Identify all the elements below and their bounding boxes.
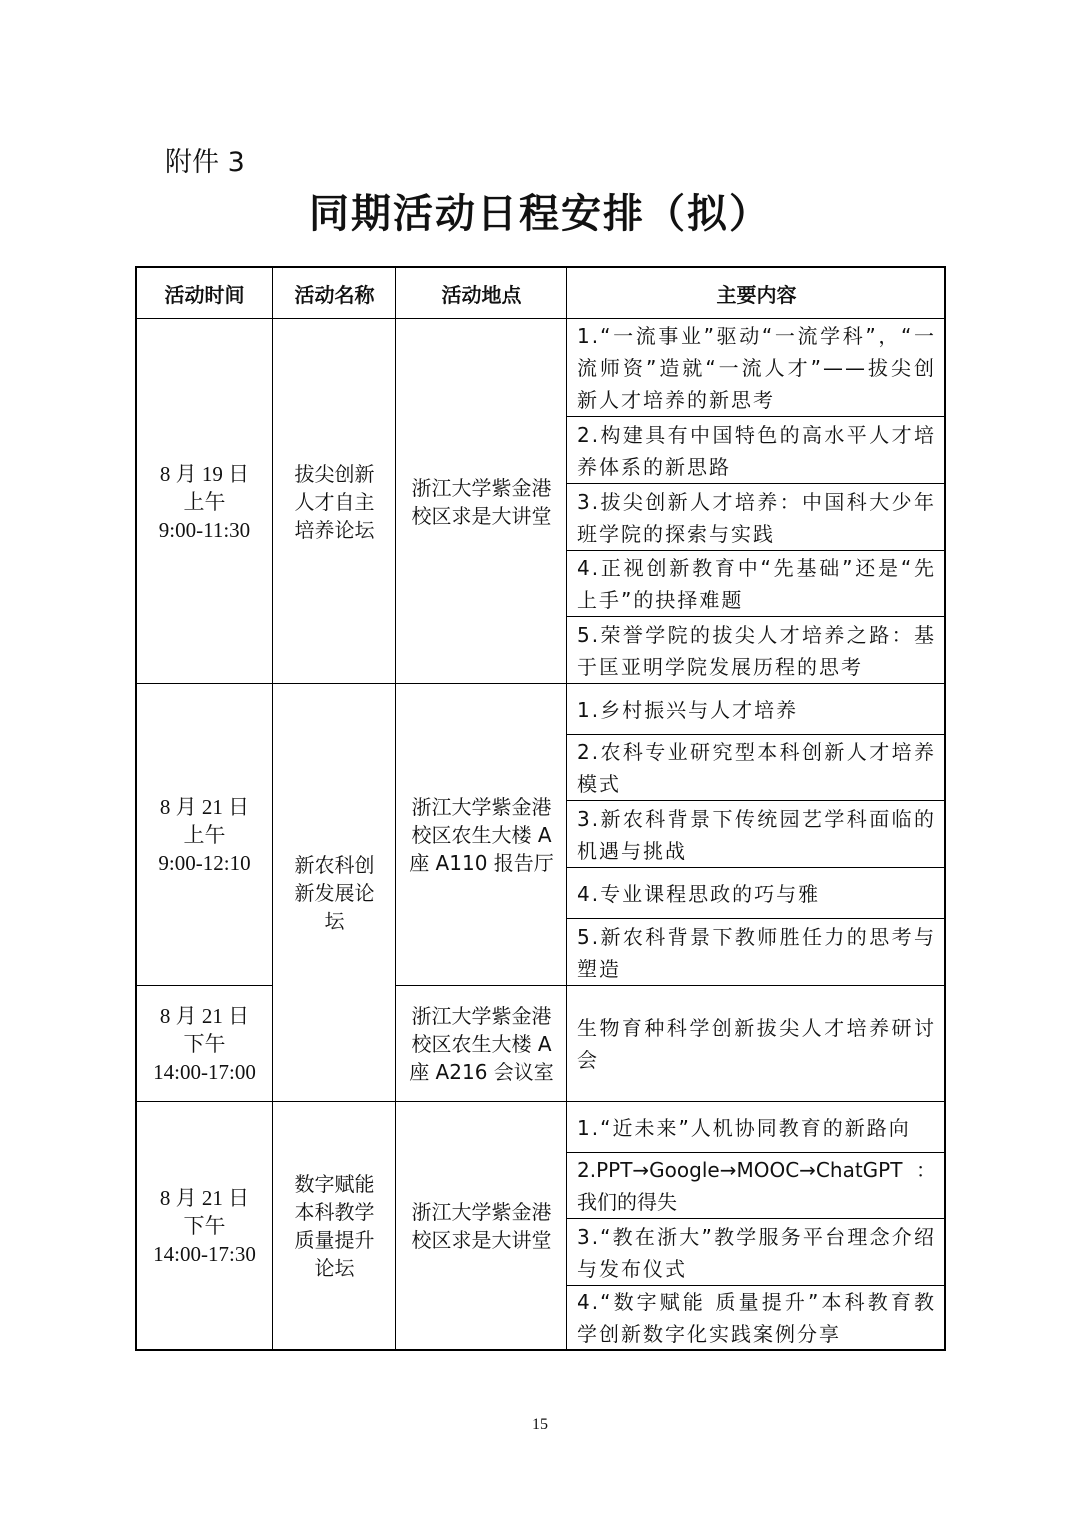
sub-rule-2-4 xyxy=(566,918,946,919)
session-4-name-cell xyxy=(286,1102,383,1350)
sub-rule-4-3 xyxy=(566,1285,946,1286)
session-2-date: 8 月 21 日 xyxy=(159,795,250,819)
header-venue: 活动地点 xyxy=(441,282,522,307)
session-3-time xyxy=(136,986,273,1102)
session-1-item-3: 3.拔尖创新人才培养：中国科大少年班学院的探索与实践 xyxy=(577,489,936,546)
session-4-period: 下午 xyxy=(183,1214,226,1238)
session-3-period: 下午 xyxy=(183,1032,226,1056)
session-3-hours: 14:00-17:00 xyxy=(153,1060,256,1084)
session-1-item-4: 4.正视创新教育中“先基础”还是“先上手”的抉择难题 xyxy=(577,556,936,612)
session-2-name: 新农科创新发展论坛 xyxy=(294,853,375,933)
attachment-label: 附件 3 xyxy=(165,147,245,178)
col-line-2 xyxy=(395,266,396,1351)
session-1-venue: 浙江大学紫金港校区求是大讲堂 xyxy=(411,475,552,528)
session-1-date: 8 月 19 日 xyxy=(159,461,250,486)
sub-rule-1-4 xyxy=(566,616,946,617)
table-border-right xyxy=(944,266,946,1351)
session-1-time xyxy=(136,319,273,684)
session-4-item-2: 2.PPT→Google→MOOC→ChatGPT：我们的得失 xyxy=(577,1158,936,1214)
row-rule-2-rest xyxy=(395,985,946,986)
header-time: 活动时间 xyxy=(164,282,245,307)
row-rule-3 xyxy=(135,1101,946,1102)
session-4-item-3: 3.“教在浙大”教学服务平台理念介绍与发布仪式 xyxy=(577,1224,936,1281)
session-2-item-3: 3.新农科背景下传统园艺学科面临的机遇与挑战 xyxy=(577,806,936,863)
sub-rule-2-3 xyxy=(566,867,946,868)
session-4-venue: 浙江大学紫金港校区求是大讲堂 xyxy=(411,1200,552,1252)
session-4-item-1: 1.“近未来”人机协同教育的新路向 xyxy=(577,1115,911,1140)
session-4-venue-cell xyxy=(410,1102,553,1350)
session-1-hours: 9:00-11:30 xyxy=(158,517,251,542)
page-number: 15 xyxy=(532,1416,548,1433)
sub-rule-4-2 xyxy=(566,1218,946,1219)
sub-rule-4-1 xyxy=(566,1152,946,1153)
session-2-item-5: 5.新农科背景下教师胜任力的思考与塑造 xyxy=(577,924,936,981)
session-2-venue-cell xyxy=(406,684,557,986)
session-2-item-1: 1.乡村振兴与人才培养 xyxy=(577,697,799,722)
session-2-name-cell xyxy=(286,684,383,1102)
table-border-bottom xyxy=(135,1349,946,1351)
sub-rule-2-1 xyxy=(566,734,946,735)
session-2-time xyxy=(136,684,273,986)
header-content: 主要内容 xyxy=(716,282,797,307)
session-2-item-2: 2.农科专业研究型本科创新人才培养模式 xyxy=(577,740,936,796)
session-1-item-1: 1.“一流事业”驱动“一流学科”，“一流师资”造就“一流人才”——拔尖创新人才培养的新思考 xyxy=(577,324,936,412)
session-1-name: 拔尖创新人才自主培养论坛 xyxy=(294,461,375,542)
session-4-time xyxy=(136,1102,273,1350)
session-4-name: 数字赋能本科教学质量提升论坛 xyxy=(294,1172,375,1280)
header-rule xyxy=(135,318,946,319)
sub-rule-2-2 xyxy=(566,800,946,801)
session-4-date: 8 月 21 日 xyxy=(159,1186,250,1210)
session-2-hours: 9:00-12:10 xyxy=(158,851,251,875)
document-title: 同期活动日程安排（拟） xyxy=(309,191,771,237)
col-line-1 xyxy=(272,266,273,1351)
table-border-top xyxy=(135,266,946,268)
sub-rule-1-1 xyxy=(566,416,946,417)
table-border-left xyxy=(135,266,137,1351)
row-rule-2-time xyxy=(135,985,273,986)
header-name: 活动名称 xyxy=(294,282,375,307)
sub-rule-1-2 xyxy=(566,483,946,484)
session-4-hours: 14:00-17:30 xyxy=(153,1242,256,1266)
row-rule-1 xyxy=(135,683,946,684)
session-1-period: 上午 xyxy=(183,489,226,514)
session-2-item-4: 4.专业课程思政的巧与雅 xyxy=(577,881,821,906)
session-3-venue-cell xyxy=(406,986,557,1102)
session-1-venue-cell xyxy=(410,319,553,684)
session-3-date: 8 月 21 日 xyxy=(159,1004,250,1028)
session-2-venue: 浙江大学紫金港校区农生大楼 A 座 A110 报告厅 xyxy=(409,795,554,875)
session-3-venue: 浙江大学紫金港校区农生大楼 A 座 A216 会议室 xyxy=(409,1004,554,1084)
session-4-item-4: 4.“数字赋能 质量提升”本科教育教学创新数字化实践案例分享 xyxy=(577,1290,936,1346)
session-1-item-2: 2.构建具有中国特色的高水平人才培养体系的新思路 xyxy=(577,422,936,479)
session-2-period: 上午 xyxy=(183,823,226,847)
session-3-item-1: 生物育种科学创新拔尖人才培养研讨会 xyxy=(577,1016,936,1072)
sub-rule-1-3 xyxy=(566,550,946,551)
session-1-item-5: 5.荣誉学院的拔尖人才培养之路：基于匡亚明学院发展历程的思考 xyxy=(577,622,936,679)
col-line-3 xyxy=(566,266,567,1351)
session-1-name-cell xyxy=(286,319,383,684)
